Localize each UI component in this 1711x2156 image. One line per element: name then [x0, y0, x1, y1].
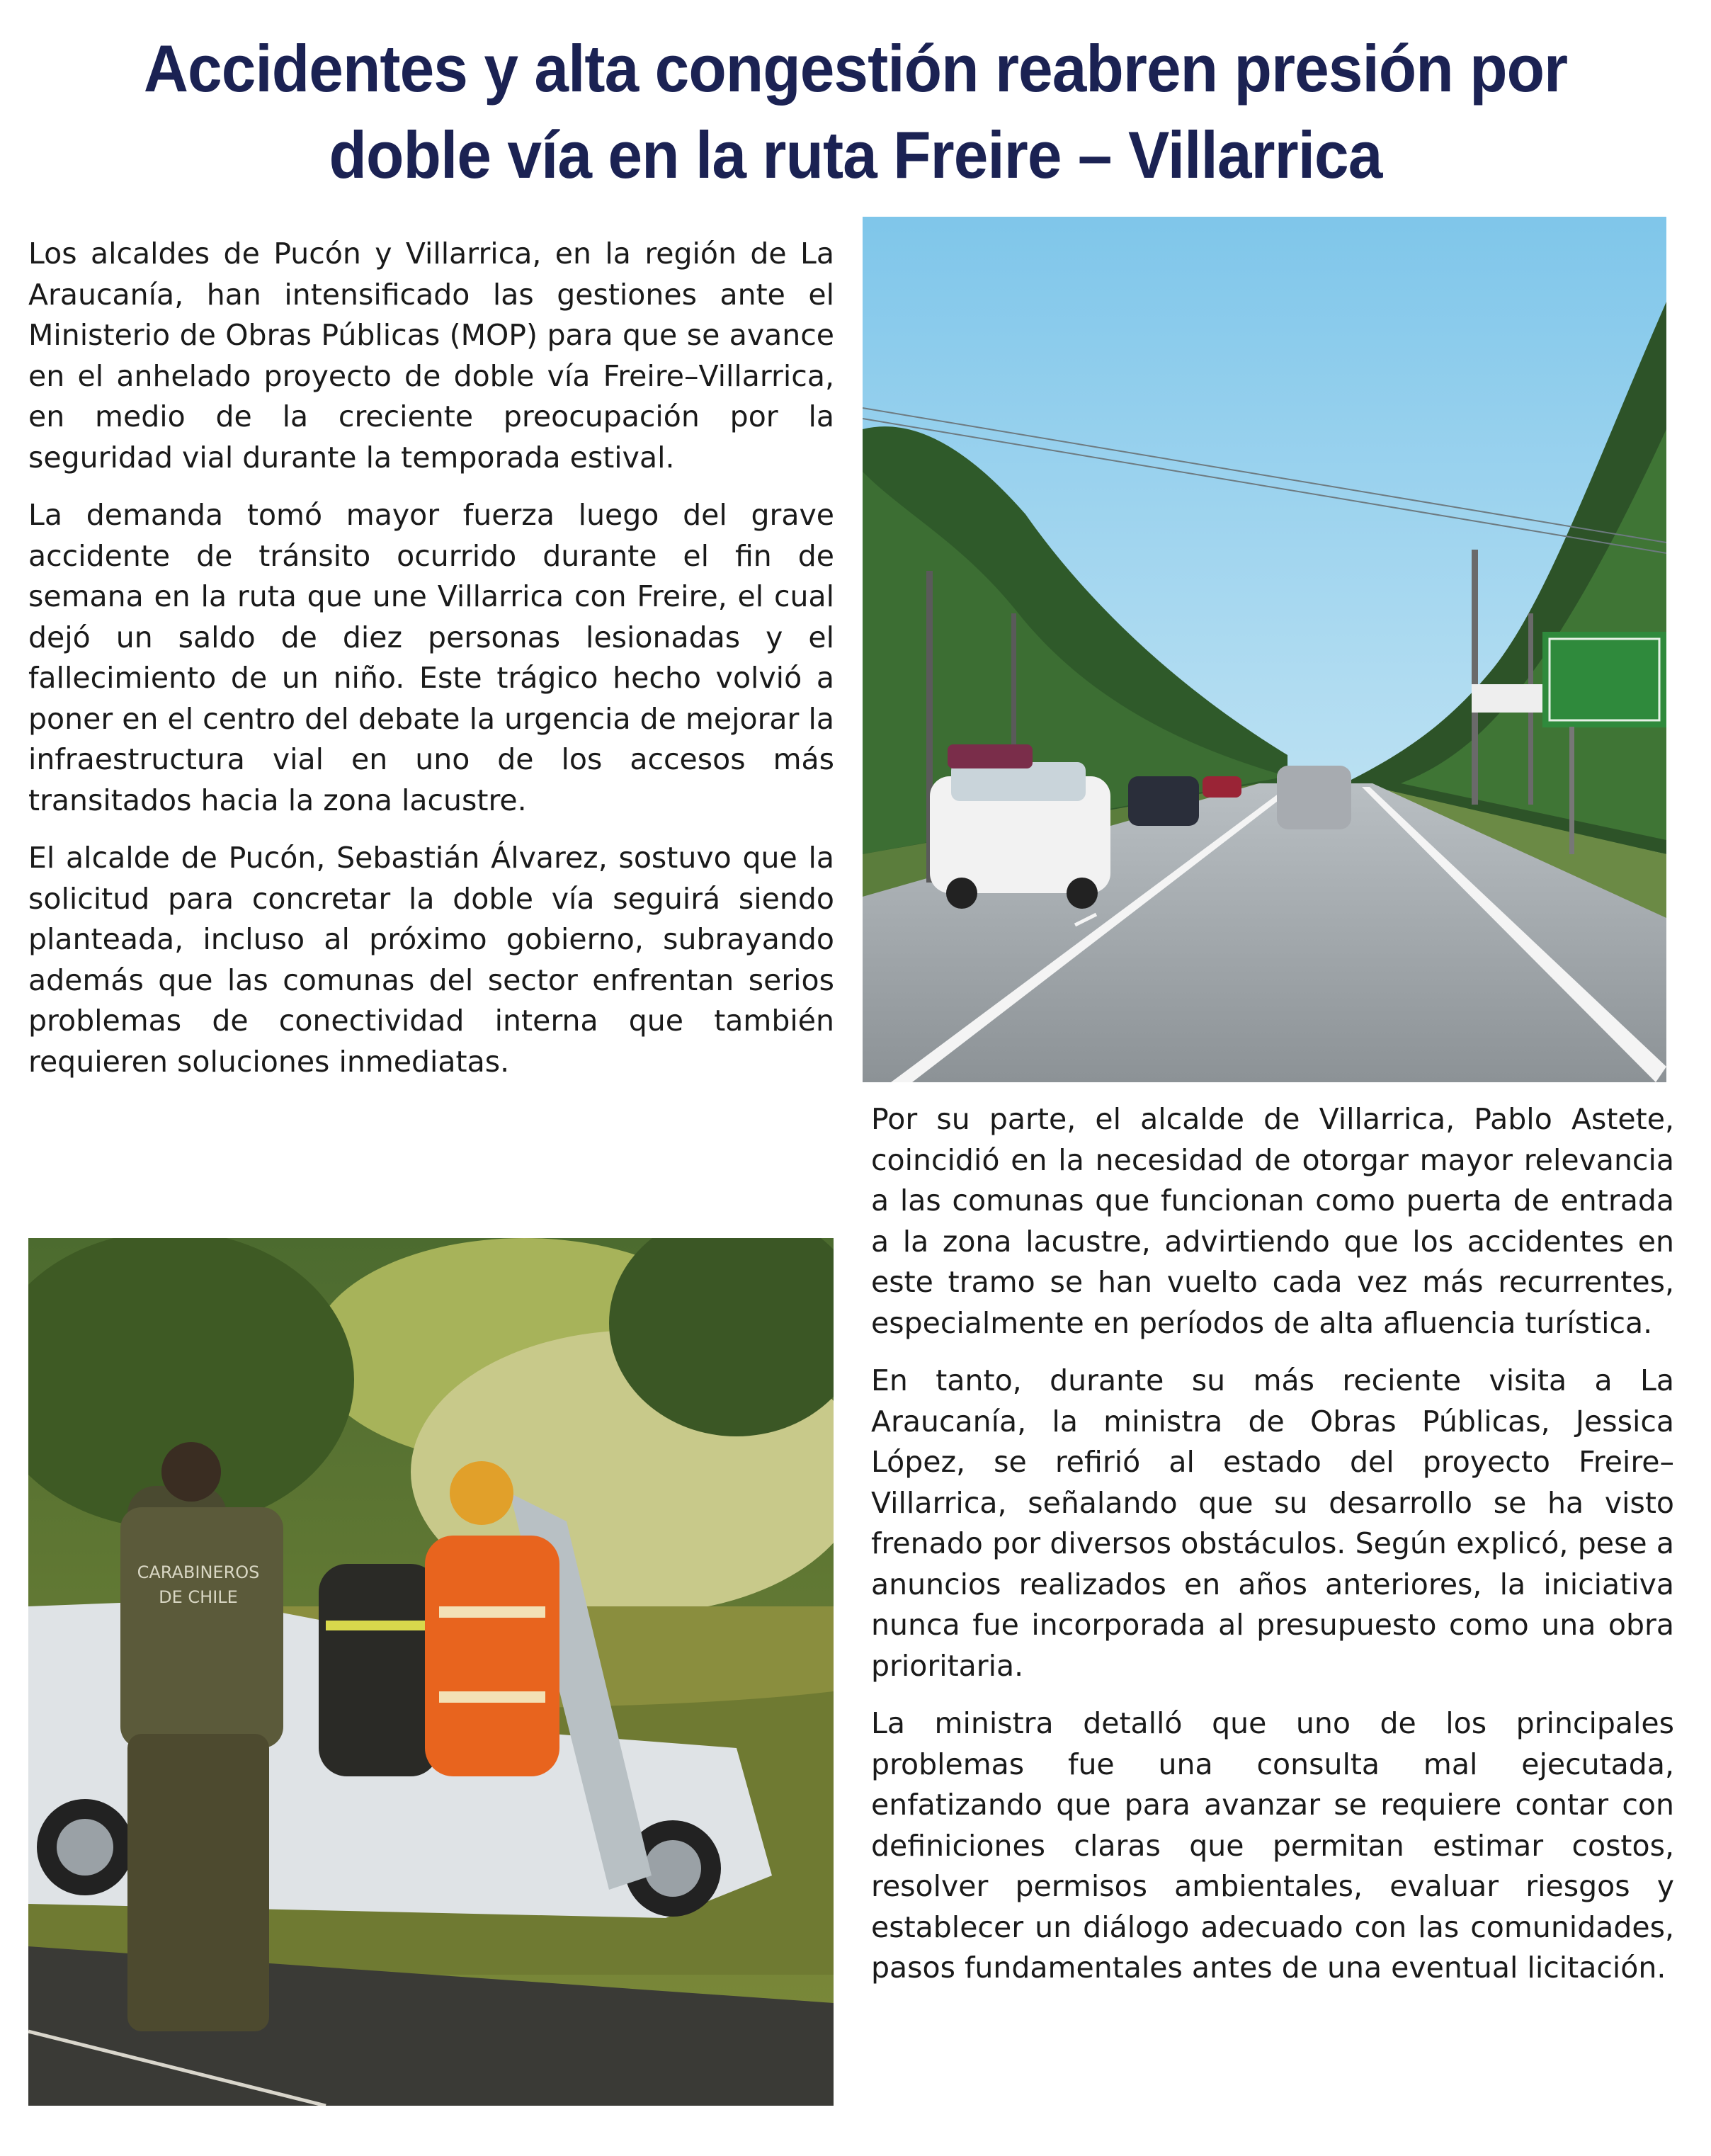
crash-illustration	[28, 1238, 834, 2106]
vest-text-1: CARABINEROS	[137, 1562, 260, 1582]
paragraph: Por su parte, el alcalde de Villarrica, Pablo Astete, coincidió en la necesidad de otorgar mayor relevancia a las comunas que funcionan como puerta de entrada a la zona lacustre, advirtiendo que los accidentes en este tramo se han vuelto cada vez más recurrentes, especialmente en períodos de alta afluencia turística.	[871, 1102, 1674, 1340]
crash-photo	[28, 1238, 834, 2106]
vest-text-2: DE CHILE	[159, 1587, 238, 1607]
paragraph: La ministra detalló que uno de los principales problemas fue una consulta mal ejecutada, enfatizando que para avanzar se requiere contar con definiciones claras que permitan estimar costos, resolver permisos ambientales, evaluar riesgos y establecer un diálogo adecuado con las comunidades, pasos fundamentales antes de una eventual licitación.	[871, 1706, 1674, 1985]
paragraph: En tanto, durante su más reciente visita a La Araucanía, la ministra de Obras Públicas, Jessica López, se refirió al estado del proyecto Freire–Villarrica, señalando que su desarrollo se ha visto frenado por diversos obstáculos. Según explicó, pese a anuncios realizados en años anteriores, la iniciativa nunca fue incorporada al presupuesto como una obra prioritaria.	[871, 1363, 1674, 1683]
paragraph: El alcalde de Pucón, Sebastián Álvarez, sostuvo que la solicitud para concretar la doble vía seguirá siendo planteada, incluso al próximo gobierno, subrayando además que las comunas del sector enfrentan serios problemas de conectividad interna que también requieren soluciones inmediatas.	[28, 841, 834, 1079]
road-photo	[863, 217, 1666, 1082]
left-column	[28, 234, 834, 1099]
paragraph: La demanda tomó mayor fuerza luego del grave accidente de tránsito ocurrido durante el fin de semana en la ruta que une Villarrica con Freire, el cual dejó un saldo de diez personas lesionadas y el fallecimiento de un niño. Este trágico hecho volvió a poner en el centro del debate la urgencia de mejorar la infraestructura vial en uno de los accesos más transitados hacia la zona lacustre.	[28, 498, 834, 817]
right-column	[871, 1099, 1674, 2006]
paragraph: Los alcaldes de Pucón y Villarrica, en la región de La Araucanía, han intensificado las gestiones ante el Ministerio de Obras Públicas (MOP) para que se avance en el anhelado proyecto de doble vía Freire–Villarrica, en medio de la creciente preocupación por la seguridad vial durante la temporada estival.	[28, 237, 834, 475]
headline: Accidentes y alta congestión reabren presión por doble vía en la ruta Freire – Villarrica	[143, 31, 1568, 192]
road-illustration	[863, 217, 1666, 1082]
